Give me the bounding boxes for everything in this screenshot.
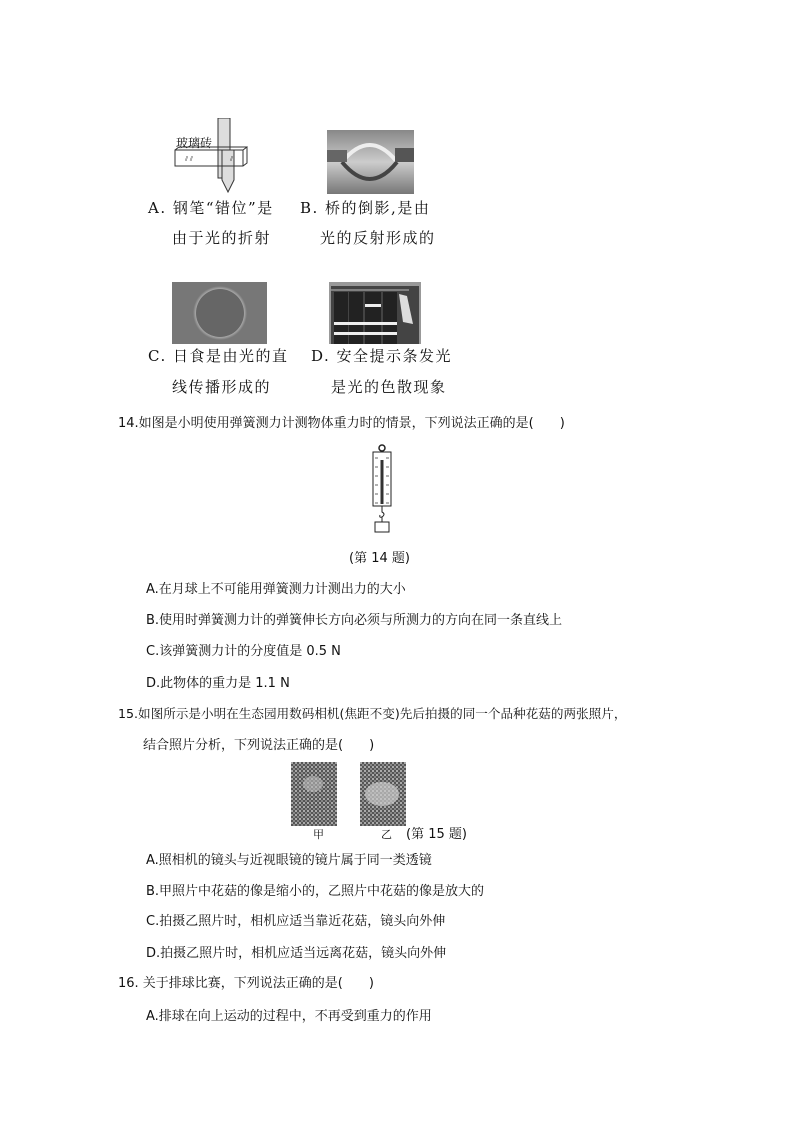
mushroom-photo-yi — [360, 762, 406, 826]
q15-stem-line2: 结合照片分析，下列说法正确的是( ) — [143, 738, 375, 753]
q14-figure-caption: (第 14 题) — [349, 551, 410, 566]
glass-brick-label: 玻璃砖 — [176, 136, 213, 150]
svg-text:⫽: ⫽ — [230, 155, 234, 163]
q16-option-a: A.排球在向上运动的过程中，不再受到重力的作用 — [146, 1009, 432, 1024]
q13-option-c-line1: C. 日食是由光的直 — [148, 347, 289, 365]
svg-text:⫽ ⫽: ⫽ ⫽ — [185, 155, 193, 163]
q15-option-d: D.拍摄乙照片时，相机应适当远离花菇，镜头向外伸 — [146, 946, 447, 961]
bridge-reflection-photo — [327, 130, 414, 194]
solar-eclipse-photo — [172, 282, 267, 344]
pen-glass-brick-figure — [170, 118, 255, 198]
q13-option-d-line2: 是光的色散现象 — [331, 378, 447, 396]
q14-option-c: C.该弹簧测力计的分度值是 0.5 N — [146, 644, 341, 659]
q13-option-b-line2: 光的反射形成的 — [320, 229, 436, 247]
q14-option-d: D.此物体的重力是 1.1 N — [146, 676, 290, 691]
q13-option-d-line1: D. 安全提示条发光 — [311, 347, 453, 365]
q13-option-a-line1: A. 钢笔“错位”是 — [148, 199, 274, 217]
q13-option-a-line2: 由于光的折射 — [172, 229, 272, 247]
q15-option-b: B.甲照片中花菇的像是缩小的，乙照片中花菇的像是放大的 — [146, 884, 485, 899]
spring-scale-figure — [368, 444, 398, 538]
photo-label-yi: 乙 — [381, 828, 392, 841]
photo-label-jia: 甲 — [313, 828, 324, 841]
q15-option-a: A.照相机的镜头与近视眼镜的镜片属于同一类透镜 — [146, 853, 432, 868]
q15-stem-line1: 15.如图所示是小明在生态园用数码相机(焦距不变)先后拍摄的同一个品种花菇的两张照片， — [118, 706, 627, 721]
q14-stem: 14.如图是小明使用弹簧测力计测物体重力时的情景，下列说法正确的是( ) — [118, 416, 565, 431]
mushroom-photo-jia — [291, 762, 337, 826]
q13-option-b-line1: B. 桥的倒影,是由 — [300, 199, 431, 217]
q14-option-b: B.使用时弹簧测力计的弹簧伸长方向必须与所测力的方向在同一条直线上 — [146, 613, 563, 628]
q15-option-c: C.拍摄乙照片时，相机应适当靠近花菇，镜头向外伸 — [146, 914, 446, 929]
safety-stripe-clothing-photo — [329, 282, 421, 344]
q16-stem: 16. 关于排球比赛，下列说法正确的是( ) — [118, 976, 374, 991]
q13-option-c-line2: 线传播形成的 — [172, 378, 272, 396]
q14-option-a: A.在月球上不可能用弹簧测力计测出力的大小 — [146, 582, 406, 597]
q15-figure-caption: (第 15 题) — [406, 827, 467, 842]
